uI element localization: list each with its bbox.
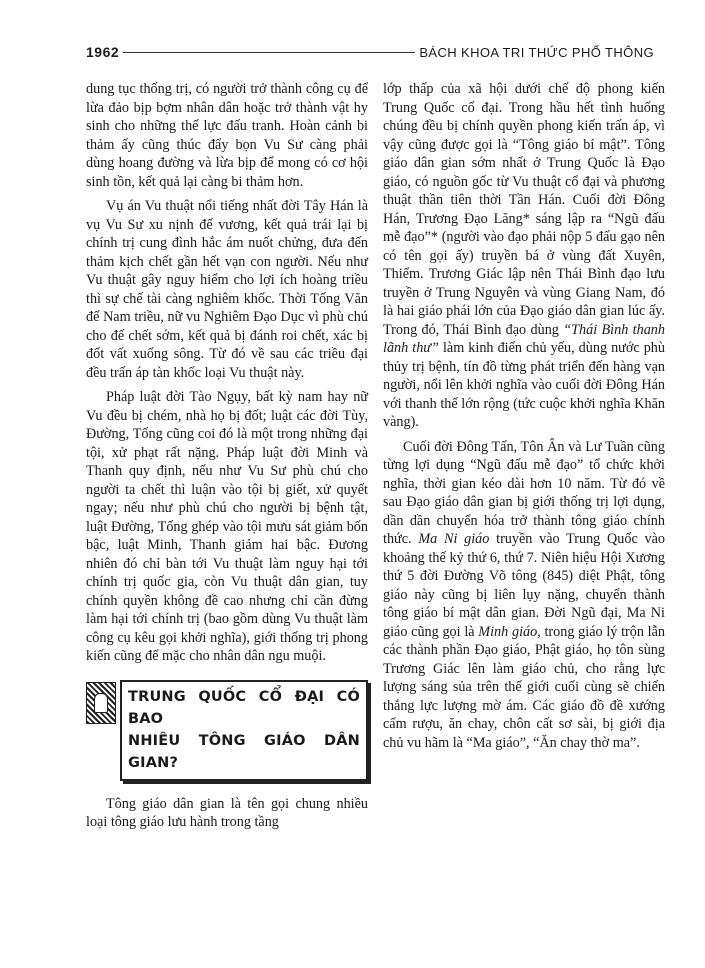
section-heading: [120, 680, 368, 781]
paragraph: Pháp luật đời Tào Ngụy, bất kỳ nam hay nữ Vu đều bị chém, nhà họ bị đốt; luật các đời Tùy, Đường, Tống cũng coi đó là một trong những đại tội, xử phạt rất nặng. Pháp luật đời Minh và Thanh quy định, nếu như Vu Sư phù chú cho người ta chết thì luận vào tội bị giết, xử quyết ngay; nếu như phù chú cho người bị bệnh tật, luật Đường, Tống ghép vào tội mưu sát giảm bốn bậc, luật Minh, Thanh giảm hai bậc. Đương nhiên đó chỉ bàn tới Vu thuật làm nguy hại tới chính trị quốc gia, còn Vu thuật dân gian, tuy chính quyền không đề cao nhưng chỉ cần đừng làm hại tới chính trị (bao gồm dùng Vu thuật làm công cụ kêu gọi khởi nghĩa), giới thống trị phong kiến cũng để mặc cho nhân dân ngu muội.: [86, 389, 368, 664]
paragraph: [383, 438, 665, 753]
page-header: [86, 42, 654, 62]
page-number: 1962: [86, 44, 120, 60]
question-mark-icon: [86, 682, 116, 724]
emphasis-text: “Thái Bình thanh lãnh thư”: [383, 321, 665, 356]
text-run: truyền vào Trung Quốc vào khoảng thế kỷ thứ 6, thứ 7. Niên hiệu Hội Xương thứ 5 đời Đường Võ tông (845) diệt Phật, tông giáo này cũng bị liên lụy nặng, chuyển thành tông giáo bí mật dân gian. Đời Ngũ đại, Ma Ni giáo cũng gọi là: [383, 531, 665, 640]
paragraph: [383, 80, 665, 432]
text-run: làm kinh điển chủ yếu, dùng nước phù thủy trị bệnh, tín đồ từng phát triển đến hàng vạn người, nổi lên khởi nghĩa vào cuối đời Đông Hán với thanh thế lớn rộng (tức cuộc khởi nghĩa Khăn vàng).: [383, 340, 665, 430]
text-run: , trong giáo lý trộn lẫn các thành phần Đạo giáo, Phật giáo, họ tôn sùng Trương Giác lên làm giáo chủ, cho rằng lực lượng sáng sủa trên thế giới cuối cùng sẽ chiến thắng lực lượng mờ ám. Các giáo đồ đề xướng cấm rượu, ăn chay, chôn cất sơ sài, bị giới địa chủ vu hãm là “Ma giáo”, “Ăn chay thờ ma”.: [383, 623, 665, 751]
paragraph: Vụ án Vu thuật nổi tiếng nhất đời Tây Hán là vụ Vu Sư xu nịnh đế vương, kết quả trái lại bị chính trị cung đình hắc ám nuốt chửng, đưa đến thảm kịch chết gần hết vạn con người. Nếu như Vu thuật gây nguy hiểm cho lợi ích hoàng triều thì sự chế tài càng nghiêm khốc. Thời Tống Văn đế Nam triều, nữ vu Nghiêm Đạo Dục vì phù chú cho đế chết sớm, kết quả bị đánh roi chết, xác bị đốt vất xuống sông. Từ đó về sau các triều đại đều trấn áp tàn khốc loại Vu thuật này.: [86, 198, 368, 381]
book-title: BÁCH KHOA TRI THỨC PHỔ THÔNG: [419, 44, 654, 60]
text-run: Cuối đời Đông Tấn, Tôn Ân và Lư Tuần cũng từng lợi dụng “Ngũ đấu mễ đạo” tổ chức khởi nghĩa, thời gian kéo dài hơn 10 năm. Từ đó về sau Đạo giáo dân gian bị giới thống trị lợi dụng, dần dần chuyển hóa trở thành tông giáo chính thức.: [383, 438, 665, 547]
right-column: [383, 80, 665, 758]
section-heading-box: [86, 680, 368, 781]
paragraph: Tông giáo dân gian là tên gọi chung nhiều loại tông giáo lưu hành trong tầng: [86, 795, 368, 830]
header-rule: [123, 52, 415, 53]
emphasis-text: Minh giáo: [478, 623, 538, 640]
text-run: lớp thấp của xã hội dưới chế độ phong kiến Trung Quốc cổ đại. Trong hầu hết tình huống chúng đều bị chính quyền phong kiến trấn áp, vì vậy cũng được gọi là “Tông giáo bí mật”. Tông giáo dân gian sớm nhất ở Trung Quốc là Đạo giáo, có nguồn gốc từ Vu thuật cổ đại và phương thuật thần tiên thời Tần Hán. Cuối đời Đông Hán, Trương Đạo Lăng* sáng lập ra “Ngũ đấu mễ đạo”* (người vào đạo phải nộp 5 đấu gạo nên có tên gọi ấy) truyền bá ở vùng đất Xuyên, Thiểm. Trương Giác lập nên Thái Bình đạo lưu truyền ở Trung Nguyên và vùng Giang Nam, đó là hai giáo phái lớn của Đạo giáo dân gian lúc ấy. Trong đó, Thái Bình đạo dùng: [383, 81, 665, 338]
emphasis-text: Ma Ni giáo: [418, 531, 490, 547]
section-heading-line: NHIÊU TÔNG GIÁO DÂN GIAN?: [128, 732, 360, 771]
paragraph: dung tục thống trị, có người trở thành công cụ để lừa đảo bịp bợm nhân dân hoặc trở thành vật hy sinh cho những thế lực đấu tranh. Hoàn cảnh bi thảm ấy cũng thúc đẩy bọn Vu Sư càng phải dùng hoang đường và lừa bịp để mong có cơ hội sinh tồn, kết quả lại càng bi thảm hơn.: [86, 81, 368, 190]
section-heading-line: TRUNG QUỐC CỔ ĐẠI CÓ BAO: [128, 688, 360, 727]
left-column: [86, 80, 368, 838]
